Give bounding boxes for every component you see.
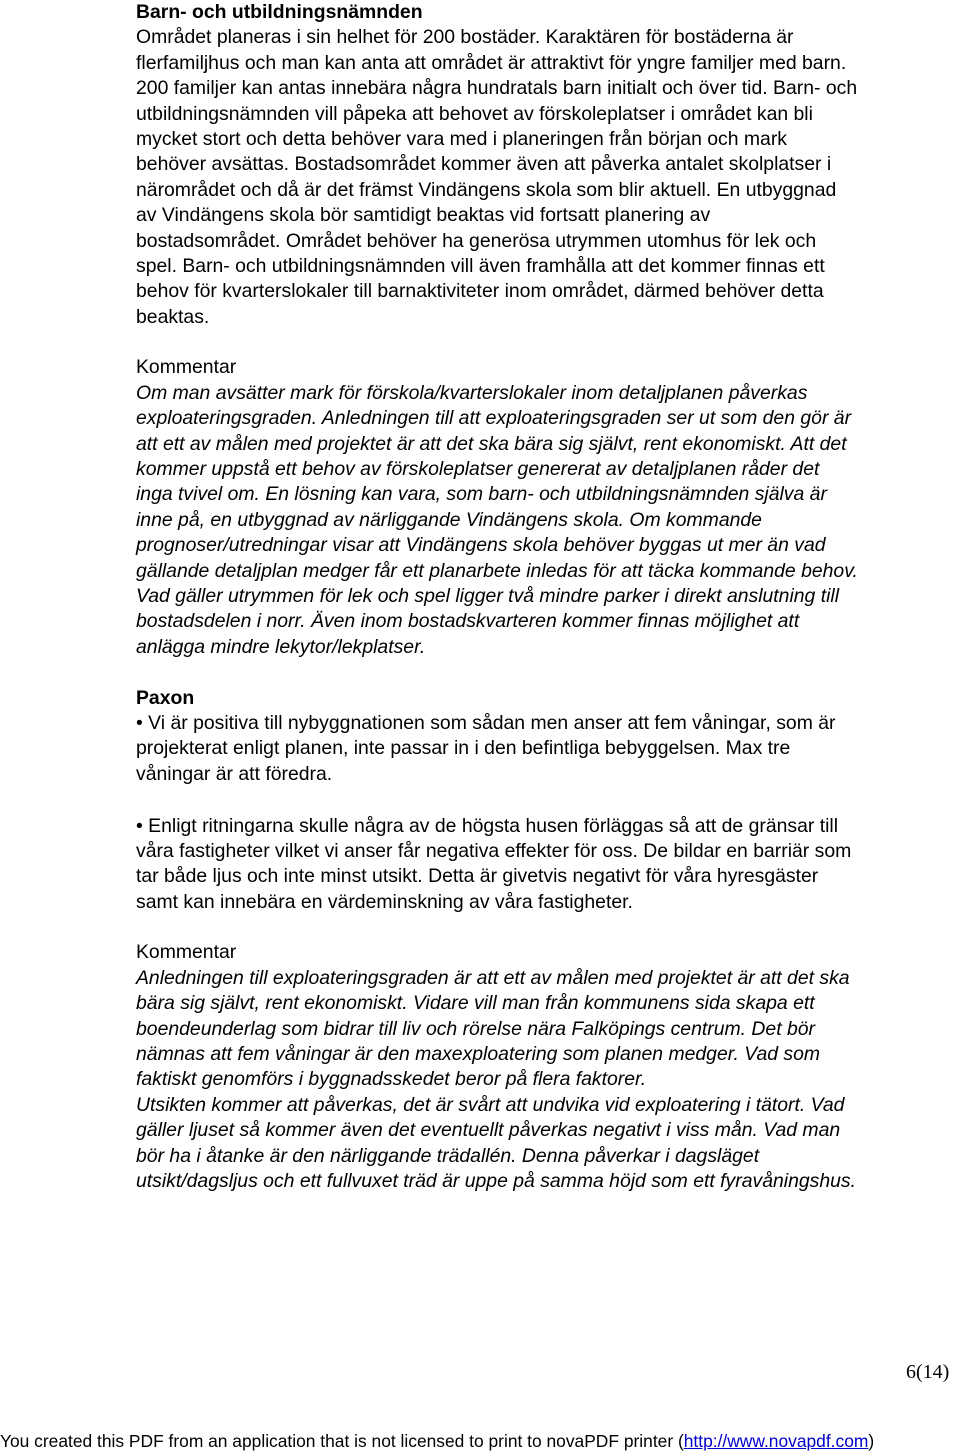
text-line: boendeunderlag som bidrar till liv och rörelse nära Falköpings centrum. Det bör	[136, 1017, 816, 1040]
text-line: beaktas.	[136, 305, 210, 328]
text-line: inne på, en utbyggnad av närliggande Vindängens skola. Om kommande	[136, 508, 762, 531]
page-number: 6(14)	[906, 1361, 950, 1383]
text-line: behöver avsättas. Bostadsområdet kommer även att påverka antalet skolplatser i	[136, 153, 832, 176]
comment-label: Kommentar	[136, 356, 237, 379]
document-body	[136, 0, 960, 1194]
text-line: Om man avsätter mark för förskola/kvarterslokaler inom detaljplanen påverkas	[136, 381, 808, 404]
text-line: faktiskt genomförs i byggnadsskedet beror på flera faktorer.	[136, 1068, 647, 1091]
text-line: utbildningsnämnden vill påpeka att behovet av förskoleplatser i området kan bli	[136, 102, 813, 125]
footer-text: You created this PDF from an application that is not licensed to print to novaPDF printer (	[0, 1431, 684, 1451]
text-line: att ett av målen med projektet är att det ska bära sig självt, rent ekonomiskt. Att det	[136, 432, 847, 455]
paragraph-gap	[136, 915, 960, 940]
footer-text-end: )	[868, 1431, 875, 1451]
text-line: Anledningen till exploateringsgraden är att ett av målen med projektet är att det ska	[136, 966, 850, 989]
bullet-item	[136, 814, 960, 916]
section-heading-paxon: Paxon	[136, 686, 195, 709]
paragraph-gap	[136, 787, 960, 812]
text-line: • Vi är positiva till nybyggnationen som sådan men anser att fem våningar, som är	[136, 711, 836, 734]
text-line: utsikt/dagsljus och ett fullvuxet träd är uppe på samma höjd som ett fyravåningshus.	[136, 1169, 856, 1192]
comment-paragraph-paxon	[136, 966, 960, 1195]
section-paragraph-barn	[136, 25, 960, 330]
comment-paragraph-barn	[136, 381, 960, 660]
text-line: • Enligt ritningarna skulle några av de högsta husen förläggas så att de gränsar till	[136, 814, 839, 837]
text-line: 200 familjer kan antas innebära några hundratals barn initialt och över tid. Barn- och	[136, 77, 858, 100]
text-line: gäller ljuset så kommer även det eventuellt påverkas negativt i viss mån. Vad man	[136, 1119, 841, 1142]
paragraph-gap	[136, 330, 960, 355]
text-line: inga tvivel om. En lösning kan vara, som barn- och utbildningsnämnden själva är	[136, 483, 827, 506]
pdf-footer	[0, 1430, 960, 1452]
text-line: samt kan innebära en värdeminskning av våra fastigheter.	[136, 890, 633, 913]
text-line: våra fastigheter vilket vi anser får negativa effekter för oss. De bildar en barriär som	[136, 839, 852, 862]
footer-link[interactable]: http://www.novapdf.com	[683, 1431, 869, 1451]
text-line: kommer uppstå ett behov av förskoleplatser genererat av detaljplanen råder det	[136, 458, 820, 481]
section-heading-barn: Barn- och utbildningsnämnden	[136, 1, 423, 23]
text-line: flerfamiljhus och man kan anta att området är attraktivt för yngre familjer med barn.	[136, 51, 847, 74]
paragraph-gap	[136, 660, 960, 685]
comment-label: Kommentar	[136, 941, 237, 964]
text-line: nämnas att fem våningar är den maxexploatering som planen medger. Vad som	[136, 1043, 821, 1066]
text-line: prognoser/utredningar visar att Vindängens skola behöver byggas ut mer än vad	[136, 534, 826, 557]
text-line: bostadsområdet. Området behöver ha generösa utrymmen utomhus för lek och	[136, 229, 817, 252]
text-line: Området planeras i sin helhet för 200 bostäder. Karaktären för bostäderna är	[136, 26, 794, 49]
text-line: mycket stort och detta behöver vara med i planeringen från början och mark	[136, 127, 787, 150]
text-line: exploateringsgraden. Anledningen till att exploateringsgraden ser ut som den gör är	[136, 407, 852, 430]
text-line: av Vindängens skola bör samtidigt beaktas vid fortsatt planering av	[136, 204, 711, 227]
text-line: bära sig självt, rent ekonomiskt. Vidare vill man från kommunens sida skapa ett	[136, 992, 815, 1015]
text-line: spel. Barn- och utbildningsnämnden vill även framhålla att det kommer finnas ett	[136, 254, 825, 277]
text-line: våningar är att föredra.	[136, 762, 333, 785]
text-line: Vad gäller utrymmen för lek och spel ligger två mindre parker i direkt anslutning till	[136, 584, 840, 607]
text-line: projekterat enligt planen, inte passar in i den befintliga bebyggelsen. Max tre	[136, 737, 791, 760]
bullet-item	[136, 711, 960, 787]
text-line: behov för kvarterslokaler till barnaktiviteter inom området, därmed behöver detta	[136, 280, 824, 303]
text-line: bör ha i åtanke är den närliggande trädallén. Denna påverkar i dagsläget	[136, 1144, 760, 1167]
text-line: närområdet och då är det främst Vindängens skola som blir aktuell. En utbyggnad	[136, 178, 837, 201]
text-line: Utsikten kommer att påverkas, det är svårt att undvika vid exploatering i tätort. Vad	[136, 1093, 845, 1116]
text-line: bostadsdelen i norr. Även inom bostadskvarteren kommer finnas möjlighet att	[136, 610, 800, 633]
text-line: gällande detaljplan medger får ett planarbete inledas för att täcka kommande behov.	[136, 559, 858, 582]
text-line: anlägga mindre lekytor/lekplatser.	[136, 635, 426, 658]
text-line: tar både ljus och inte minst utsikt. Detta är givetvis negativt för våra hyresgäster	[136, 865, 819, 888]
